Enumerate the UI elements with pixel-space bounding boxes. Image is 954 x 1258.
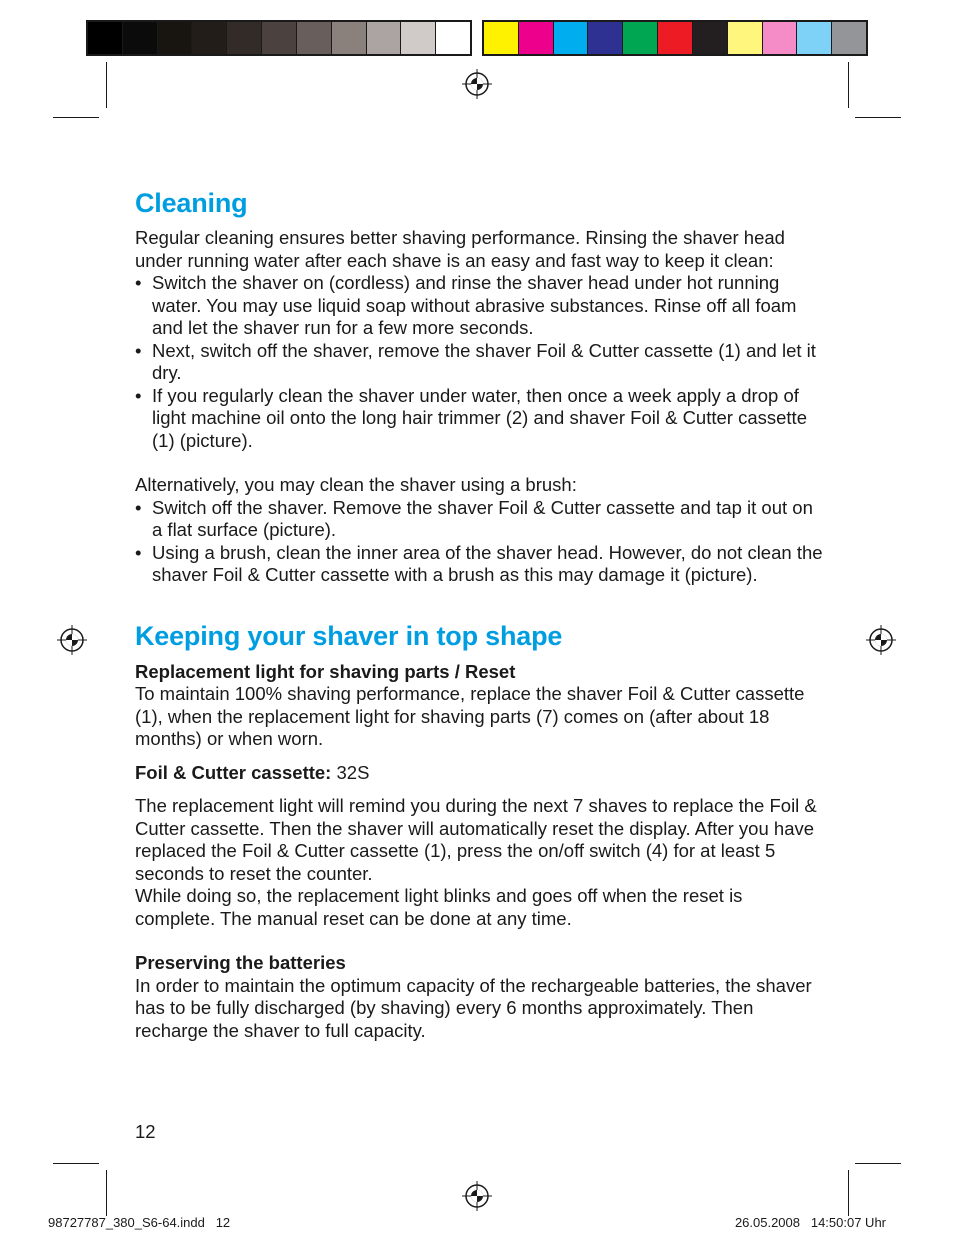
color-swatch bbox=[728, 22, 763, 54]
color-swatch bbox=[227, 22, 262, 54]
list-item: • If you regularly clean the shaver under water, then once a week apply a drop of light machine oil onto the long hair trimmer (2) and shaver Foil & Cutter cassette (1) (picture). bbox=[135, 385, 825, 453]
color-swatch bbox=[588, 22, 623, 54]
crop-mark bbox=[848, 62, 849, 108]
color-swatch bbox=[554, 22, 589, 54]
color-swatch bbox=[297, 22, 332, 54]
registration-mark-right-icon bbox=[866, 625, 896, 655]
registration-mark-top-icon bbox=[462, 69, 492, 99]
cleaning-intro: Regular cleaning ensures better shaving performance. Rinsing the shaver head under running water after each shave is an easy and fast way to keep it clean: bbox=[135, 227, 785, 271]
batteries-text: In order to maintain the optimum capacity of the rechargeable batteries, the shaver has to be fully discharged (by shaving) every 6 months approximately. Then recharge the shaver to full capacity. bbox=[135, 974, 812, 1041]
brush-intro: Alternatively, you may clean the shaver using a brush: bbox=[135, 474, 577, 495]
replacement-title bbox=[135, 661, 825, 684]
color-swatch bbox=[262, 22, 297, 54]
color-swatch bbox=[832, 22, 866, 54]
color-swatch bbox=[88, 22, 123, 54]
crop-mark bbox=[106, 62, 107, 108]
replacement-text: To maintain 100% shaving performance, replace the shaver Foil & Cutter cassette (1), when the replacement light for shaving parts (7) comes on (after about 18 months) or when worn. bbox=[135, 683, 805, 749]
brush-bullet-list bbox=[135, 497, 825, 587]
batteries-title bbox=[135, 952, 825, 975]
registration-mark-left-icon bbox=[57, 625, 87, 655]
color-swatch bbox=[484, 22, 519, 54]
color-swatch bbox=[332, 22, 367, 54]
crop-mark bbox=[855, 117, 901, 118]
color-swatch bbox=[158, 22, 193, 54]
replacement-title-text: Replacement light for shaving parts / Reset bbox=[135, 660, 516, 682]
slug-date-info: 26.05.2008 14:50:07 Uhr bbox=[734, 1215, 886, 1230]
crop-mark bbox=[53, 1163, 99, 1164]
crop-mark bbox=[53, 117, 99, 118]
blink-text: While doing so, the replacement light blinks and goes off when the reset is complete. The manual reset can be done at any time. bbox=[135, 885, 743, 929]
color-swatch bbox=[367, 22, 402, 54]
process-color-bar bbox=[482, 20, 868, 56]
grayscale-color-bar bbox=[86, 20, 472, 56]
color-swatch bbox=[519, 22, 554, 54]
cassette-label: Foil & Cutter cassette: bbox=[135, 761, 332, 783]
cleaning-bullet-list bbox=[135, 272, 825, 452]
list-item: • Switch off the shaver. Remove the shaver Foil & Cutter cassette and tap it out on a flat surface (picture). bbox=[135, 497, 825, 542]
list-item: • Using a brush, clean the inner area of the shaver head. However, do not clean the shaver Foil & Cutter cassette with a brush as this may damage it (picture). bbox=[135, 542, 825, 587]
slug-file-info: 98727787_380_S6-64.indd 12 bbox=[48, 1215, 231, 1230]
crop-mark bbox=[848, 1170, 849, 1216]
page-content bbox=[135, 186, 825, 1042]
color-swatch bbox=[192, 22, 227, 54]
color-swatch bbox=[658, 22, 693, 54]
page-number: 12 bbox=[135, 1121, 156, 1142]
color-swatch bbox=[436, 22, 470, 54]
crop-mark bbox=[106, 1170, 107, 1216]
color-swatch bbox=[797, 22, 832, 54]
reminder-text: The replacement light will remind you during the next 7 shaves to replace the Foil & Cutter cassette. Then the shaver will automatically reset the display. After you have replaced the Foil & Cutter cassette (1), press the on/off switch (4) for at least 5 seconds to reset the counter. bbox=[135, 795, 817, 884]
crop-mark bbox=[855, 1163, 901, 1164]
cleaning-heading: Cleaning bbox=[135, 188, 248, 218]
list-item: • Switch the shaver on (cordless) and rinse the shaver head under hot running water. You may use liquid soap without abrasive substances. Rinse off all foam and let the shaver run for a few more seconds. bbox=[135, 272, 825, 340]
color-swatch bbox=[693, 22, 728, 54]
registration-mark-bottom-icon bbox=[462, 1181, 492, 1211]
keeping-heading: Keeping your shaver in top shape bbox=[135, 620, 563, 651]
color-swatch bbox=[623, 22, 658, 54]
color-swatch bbox=[123, 22, 158, 54]
list-item: • Next, switch off the shaver, remove the shaver Foil & Cutter cassette (1) and let it dry. bbox=[135, 340, 825, 385]
color-swatch bbox=[401, 22, 436, 54]
color-swatch bbox=[763, 22, 798, 54]
cassette-value: 32S bbox=[336, 761, 370, 783]
cassette-line bbox=[135, 762, 825, 785]
batteries-title-text: Preserving the batteries bbox=[135, 952, 346, 973]
